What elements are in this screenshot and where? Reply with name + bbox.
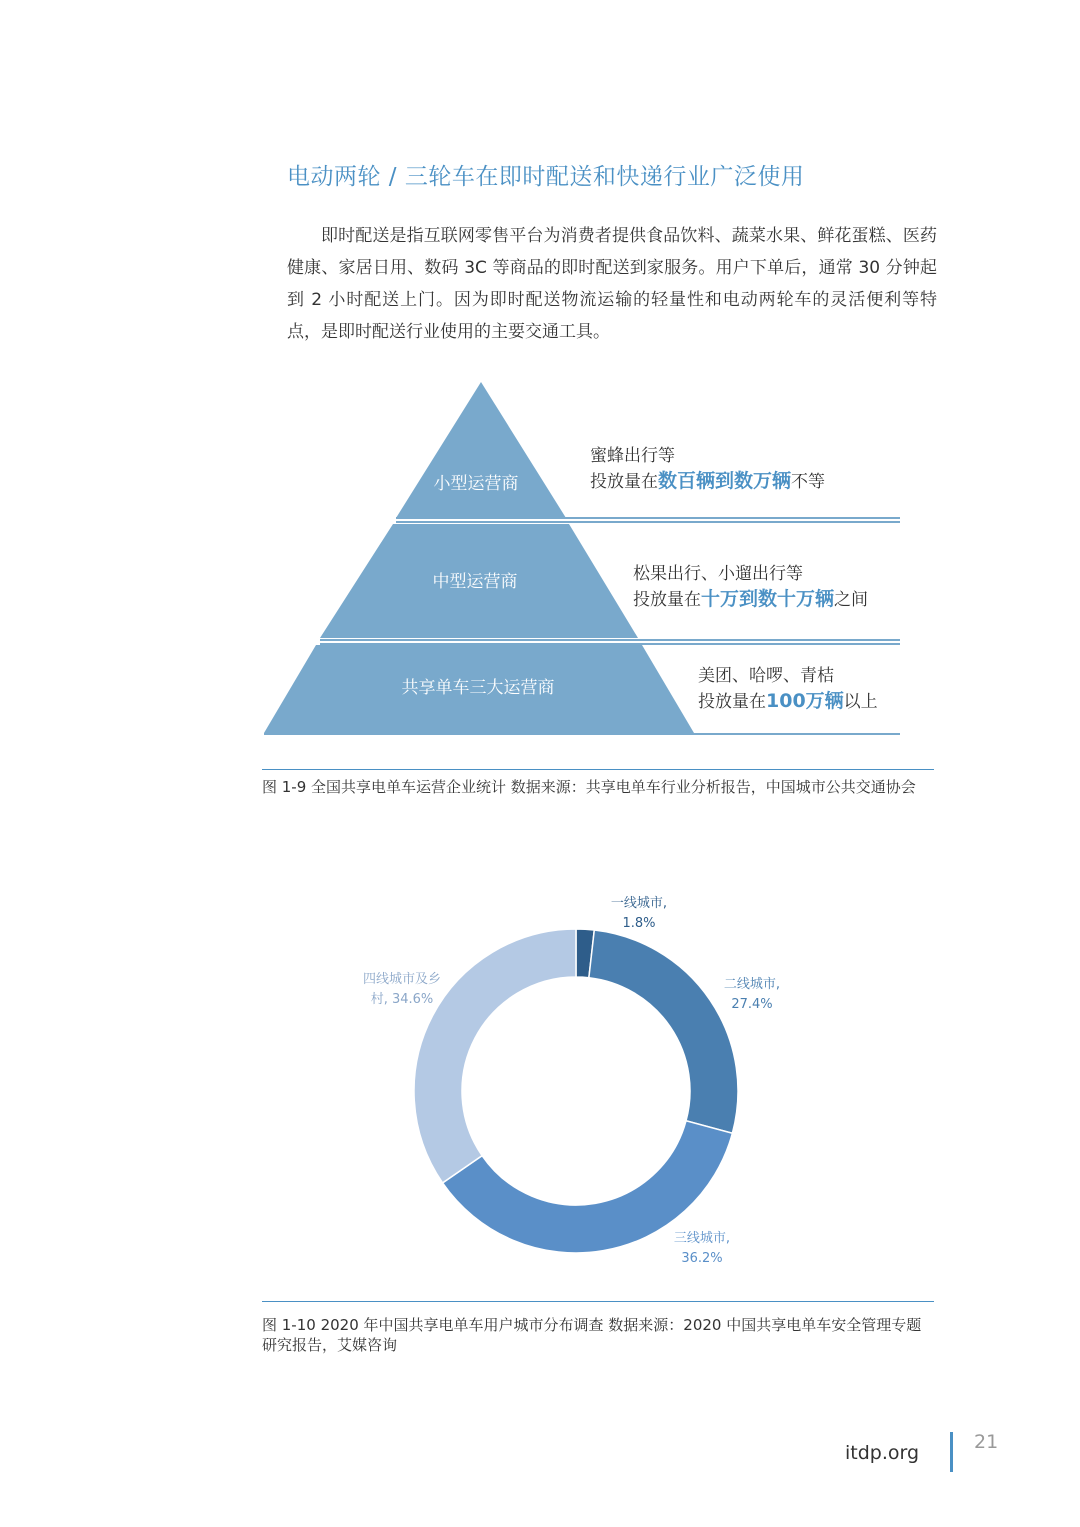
donut-label-tier2-name: 二线城市, — [723, 977, 781, 992]
donut-label-tier3-value: 36.2% — [681, 1251, 723, 1266]
donut-label-tier3 — [674, 1229, 730, 1269]
figure-caption-1: 图 1-9 全国共享电单车运营企业统计 数据来源：共享电单车行业分析报告，中国城市公共交通协会 — [262, 778, 916, 796]
page-number: 21 — [974, 1431, 999, 1453]
donut-label-tier1 — [611, 894, 667, 934]
donut-label-tier4 — [363, 970, 441, 1010]
desc-suffix: 以上 — [843, 692, 878, 712]
donut-label-tier2-value: 27.4% — [731, 997, 773, 1012]
desc-prefix: 投放量在 — [633, 590, 701, 610]
footer-url: itdp.org — [845, 1442, 920, 1464]
donut-segments — [414, 929, 738, 1253]
desc-prefix: 投放量在 — [698, 692, 766, 712]
desc-suffix: 不等 — [791, 472, 826, 492]
caption-rule-2 — [262, 1301, 934, 1302]
footer-divider — [950, 1432, 953, 1472]
donut-label-tier1-value: 1.8% — [622, 916, 656, 931]
donut-label-tier4-name: 四线城市及乡 — [362, 972, 442, 987]
donut-segment-tier2 — [589, 930, 738, 1133]
desc-highlight: 十万到数十万辆 — [701, 588, 835, 610]
desc-prefix: 投放量在 — [590, 472, 658, 492]
tier-desc-medium-line1: 松果出行、小遛出行等 — [633, 564, 803, 584]
donut-label-tier2 — [724, 975, 780, 1015]
desc-highlight: 数百辆到数万辆 — [658, 470, 792, 492]
tier-label-medium: 中型运营商 — [432, 572, 518, 592]
tier-label-large: 共享单车三大运营商 — [401, 678, 555, 698]
tier-desc-large-line1: 美团、哈啰、青桔 — [698, 666, 834, 686]
tier-label-small: 小型运营商 — [433, 474, 519, 494]
section-heading: 电动两轮 / 三轮车在即时配送和快递行业广泛使用 — [287, 164, 805, 190]
desc-suffix: 之间 — [834, 590, 869, 610]
donut-label-tier4-value: 村, 34.6% — [370, 992, 434, 1007]
desc-highlight: 100万辆 — [766, 690, 844, 712]
donut-segment-tier4 — [414, 929, 576, 1183]
paragraph-text: 即时配送是指互联网零售平台为消费者提供食品饮料、蔬菜水果、鲜花蛋糕、医药健康、家居日用、数码 3C 等商品的即时配送到家服务。用户下单后，通常 30 分钟起到 2 小时配送上门。因为即时配送物流运输的轻量性和电动两轮车的灵活便利等特点，是即时配送行业使用的主要交通工具。 — [287, 226, 937, 342]
donut-label-tier3-name: 三线城市, — [673, 1231, 731, 1246]
donut-label-tier1-name: 一线城市, — [610, 896, 668, 911]
tier-desc-small-line1: 蜜蜂出行等 — [590, 446, 675, 466]
figure-caption-2: 图 1-10 2020 年中国共享电单车用户城市分布调查 数据来源：2020 中国共享电单车安全管理专题研究报告，艾媒咨询 — [262, 1316, 922, 1354]
